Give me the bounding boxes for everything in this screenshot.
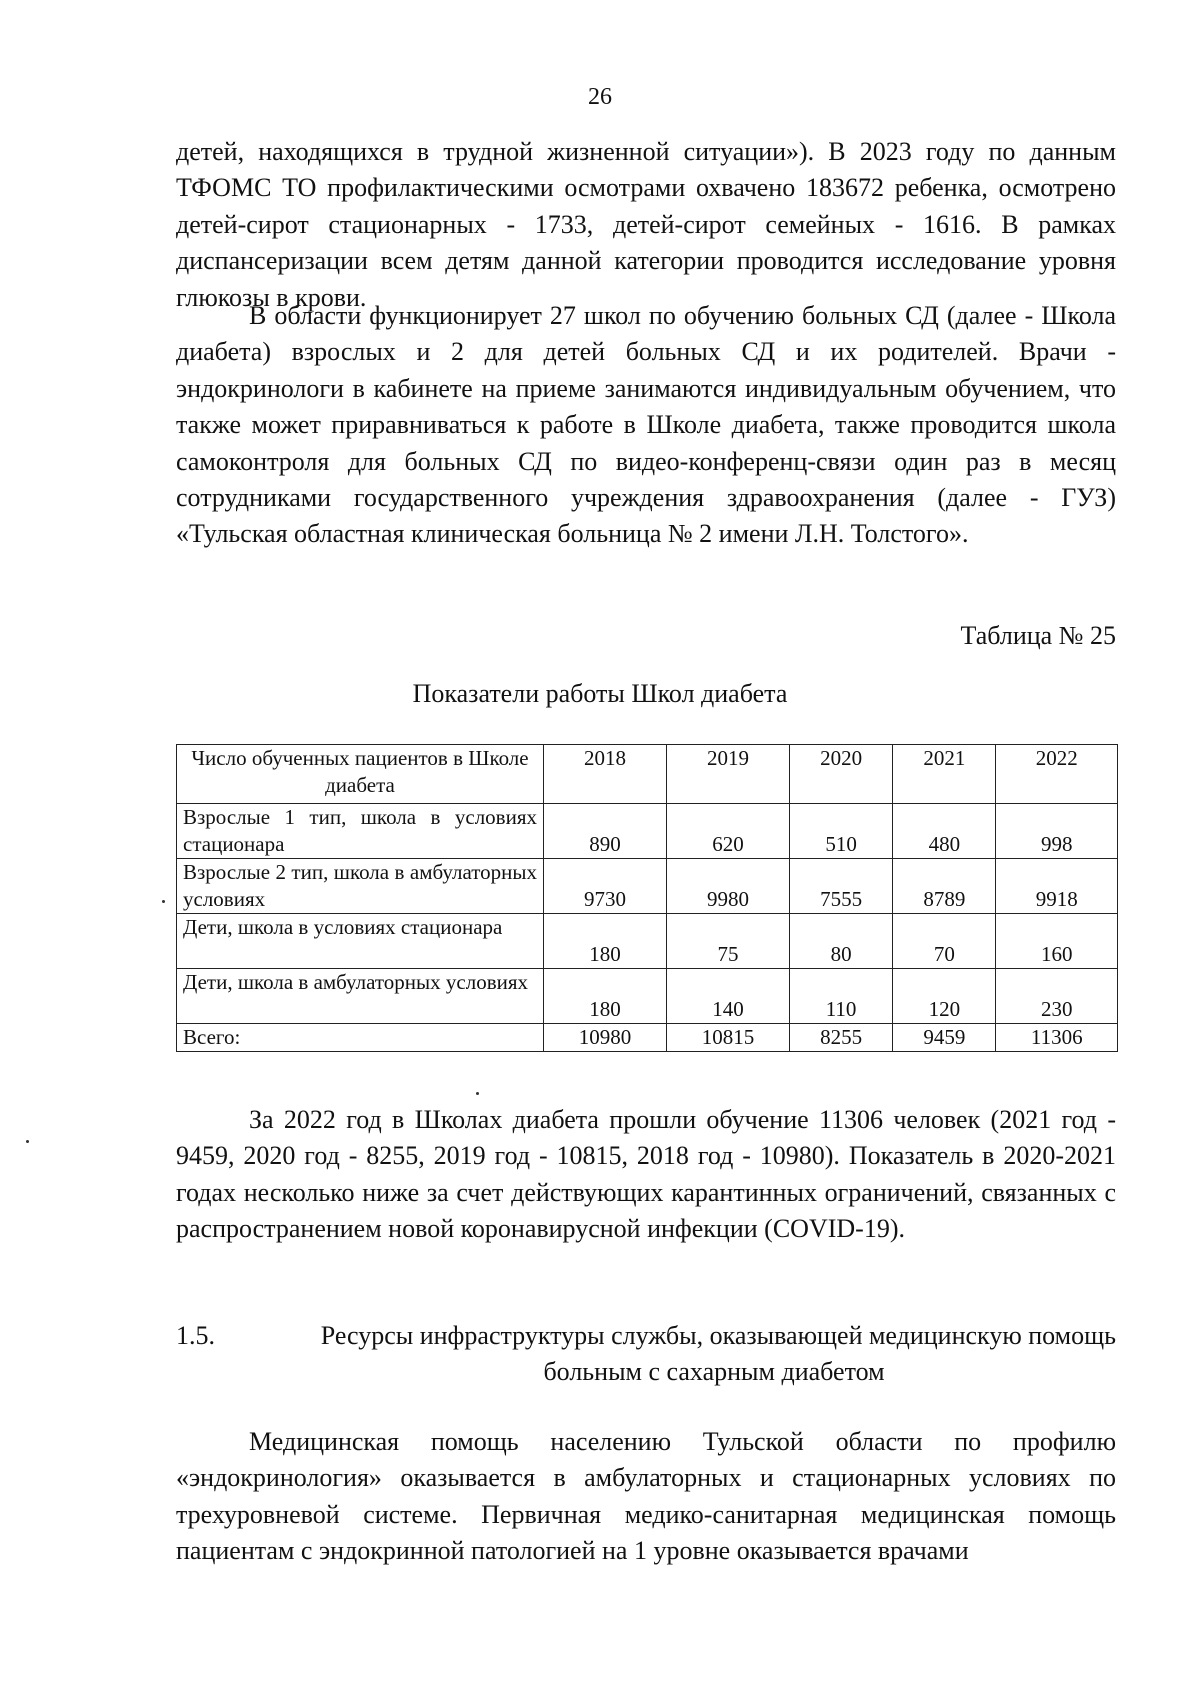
cell-value: 180	[544, 969, 667, 1024]
table-number: Таблица № 25	[960, 621, 1116, 650]
section-heading	[176, 1318, 1116, 1390]
cell-value: 998	[996, 804, 1118, 859]
scan-speck	[26, 1140, 29, 1143]
paragraph-4: Медицинская помощь населению Тульской области по профилю «эндокринология» оказывается в амбулаторных и стационарных условиях по трехуровневой системе. Первичная медико-санитарная медицинская помощь пациентам с эндокринной патологией на 1 уровне оказывается врачами	[176, 1427, 1116, 1566]
row-label: Взрослые 2 тип, школа в амбулаторных условиях	[177, 859, 544, 914]
cell-value: 10980	[544, 1024, 667, 1052]
row-label: Дети, школа в амбулаторных условиях	[177, 969, 544, 1024]
cell-value: 160	[996, 914, 1118, 969]
cell-value: 140	[666, 969, 789, 1024]
cell-value: 7555	[789, 859, 892, 914]
cell-value: 620	[666, 804, 789, 859]
cell-value: 75	[666, 914, 789, 969]
table-row	[177, 804, 1118, 859]
paragraph-3-block	[176, 1102, 1116, 1248]
cell-value: 9980	[666, 859, 789, 914]
header-year: 2020	[789, 745, 892, 804]
paragraph-1-block	[176, 134, 1116, 316]
cell-value: 8789	[893, 859, 996, 914]
row-label: Взрослые 1 тип, школа в условиях стационара	[177, 804, 544, 859]
header-year: 2022	[996, 745, 1118, 804]
paragraph-3: За 2022 год в Школах диабета прошли обучение 11306 человек (2021 год - 9459, 2020 год - 8255, 2019 год - 10815, 2018 год - 10980). Показатель в 2020-2021 годах несколько ниже за счет действующих карантинных ограничений, связанных с распространением новой коронавирусной инфекции (COVID-19).	[176, 1105, 1116, 1244]
header-year: 2018	[544, 745, 667, 804]
cell-value: 230	[996, 969, 1118, 1024]
table-row	[177, 859, 1118, 914]
cell-value: 890	[544, 804, 667, 859]
cell-value: 9730	[544, 859, 667, 914]
cell-value: 510	[789, 804, 892, 859]
page-number: 26	[588, 84, 612, 110]
cell-value: 10815	[666, 1024, 789, 1052]
header-first-col: Число обученных пациентов в Школе диабета	[177, 745, 544, 804]
cell-value: 70	[893, 914, 996, 969]
scan-speck	[476, 1092, 479, 1095]
cell-value: 11306	[996, 1024, 1118, 1052]
paragraph-4-block	[176, 1424, 1116, 1570]
section-title	[252, 1318, 1116, 1390]
paragraph-2: В области функционирует 27 школ по обучению больных СД (далее - Школа диабета) взрослых и 2 для детей больных СД и их родителей. Врачи - эндокринологи в кабинете на приеме занимаются индивидуальным обучением, что также может приравниваться к работе в Школе диабета, также проводится школа самоконтроля для больных СД по видео-конференц-связи один раз в месяц сотрудниками государственного учреждения здравоохранения (далее - ГУЗ) «Тульская областная клиническая больница № 2 имени Л.Н. Толстого».	[176, 301, 1116, 549]
section-title-line-1: Ресурсы инфраструктуры службы, оказывающей медицинскую помощь	[320, 1321, 1116, 1350]
section-title-line-2: больным с сахарным диабетом	[543, 1357, 885, 1386]
header-year: 2019	[666, 745, 789, 804]
table-total-row	[177, 1024, 1118, 1052]
row-label: Дети, школа в условиях стационара	[177, 914, 544, 969]
header-year: 2021	[893, 745, 996, 804]
table-row	[177, 914, 1118, 969]
cell-value: 120	[893, 969, 996, 1024]
cell-value: 9918	[996, 859, 1118, 914]
diabetes-schools-table	[176, 744, 1118, 1052]
table-title: Показатели работы Школ диабета	[412, 679, 788, 708]
cell-value: 180	[544, 914, 667, 969]
cell-value: 9459	[893, 1024, 996, 1052]
scan-speck	[162, 900, 165, 903]
paragraph-2-block	[176, 298, 1116, 553]
row-label: Всего:	[177, 1024, 544, 1052]
section-number: 1.5.	[176, 1321, 215, 1350]
cell-value: 8255	[789, 1024, 892, 1052]
table-row	[177, 969, 1118, 1024]
cell-value: 110	[789, 969, 892, 1024]
table-header-row	[177, 745, 1118, 804]
cell-value: 80	[789, 914, 892, 969]
paragraph-1: детей, находящихся в трудной жизненной ситуации»). В 2023 году по данным ТФОМС ТО профилактическими осмотрами охвачено 183672 ребенка, осмотрено детей-сирот стационарных - 1733, детей-сирот семейных - 1616. В рамках диспансеризации всем детям данной категории проводится исследование уровня глюкозы в крови.	[176, 137, 1116, 312]
cell-value: 480	[893, 804, 996, 859]
